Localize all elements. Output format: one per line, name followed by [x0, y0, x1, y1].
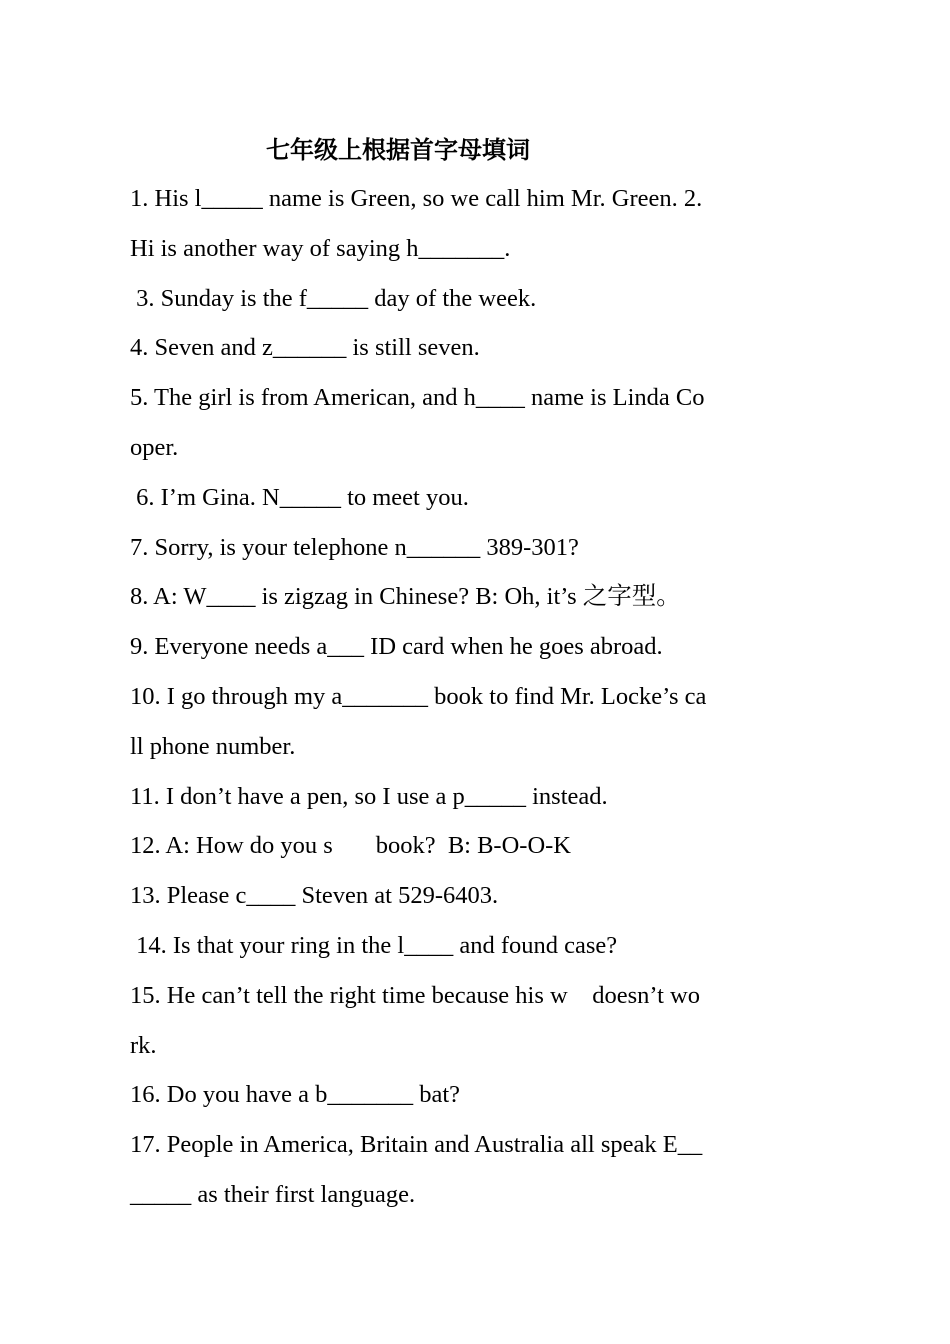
text-line: ll phone number. — [130, 732, 296, 760]
text-line: 9. Everyone needs a___ ID card when he goes abroad. — [130, 633, 663, 661]
text-line: 10. I go through my a_______ book to find Mr. Locke’s ca — [130, 682, 707, 710]
text-line: _____ as their first language. — [130, 1180, 416, 1208]
text-line: 6. I’m Gina. N_____ to meet you. — [130, 483, 469, 511]
text-line: 15. He can’t tell the right time because his w doesn’t wo — [130, 981, 700, 1009]
text-line: 8. A: W____ is zigzag in Chinese? B: Oh, it’s 之字型。 — [130, 583, 681, 611]
worksheet-title: 七年级上根据首字母填词 — [266, 136, 530, 164]
text-line: 13. Please c____ Steven at 529-6403. — [130, 882, 499, 910]
text-line: 4. Seven and z______ is still seven. — [130, 334, 480, 362]
text-line: rk. — [130, 1031, 157, 1059]
text-line: 14. Is that your ring in the l____ and found case? — [130, 931, 618, 959]
text-line: 5. The girl is from American, and h____ name is Linda Co — [130, 384, 705, 412]
text-line: 12. A: How do you s book? B: B-O-O-K — [130, 832, 571, 860]
text-line: 11. I don’t have a pen, so I use a p_____ instead. — [130, 782, 608, 810]
text-line: oper. — [130, 433, 179, 461]
exercise-text — [130, 174, 820, 1220]
text-line: 16. Do you have a b_______ bat? — [130, 1081, 460, 1109]
text-line: 3. Sunday is the f_____ day of the week. — [130, 284, 537, 312]
text-line: 7. Sorry, is your telephone n______ 389-301? — [130, 533, 579, 561]
text-line: 17. People in America, Britain and Australia all speak E__ — [130, 1131, 703, 1159]
text-line: Hi is another way of saying h_______. — [130, 234, 511, 262]
text-line: 1. His l_____ name is Green, so we call him Mr. Green. 2. — [130, 185, 703, 212]
